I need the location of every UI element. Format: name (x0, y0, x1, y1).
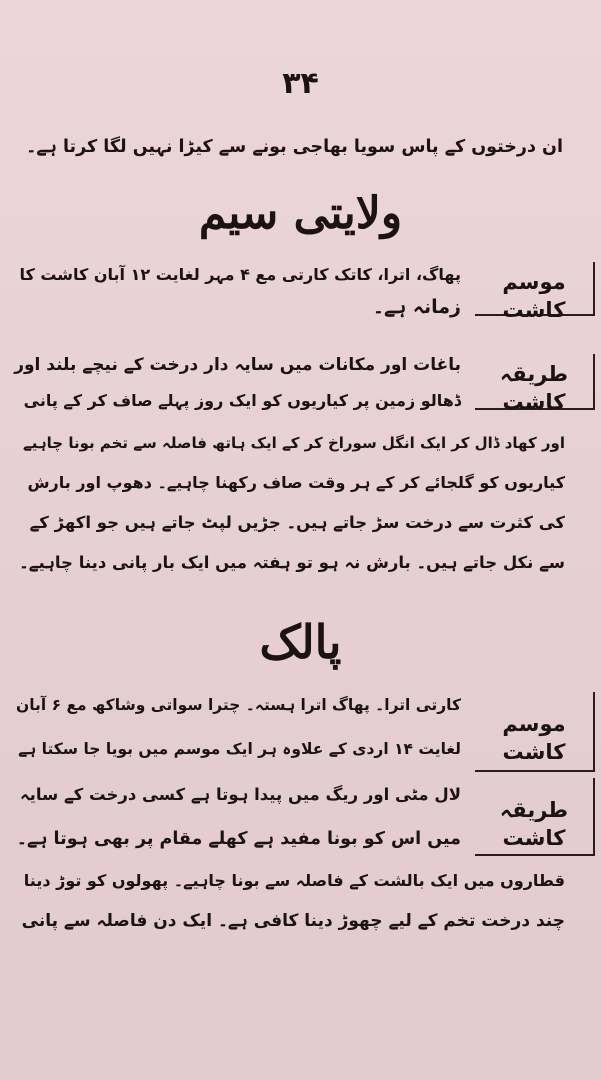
section-heading-palak: پالک (259, 615, 342, 669)
season-text-1-line-2: زمانہ ہے۔ (372, 296, 461, 318)
method-text-1-line-1: باغات اور مکانات میں سایہ دار درخت کے نیچے بلند اور (14, 355, 461, 375)
method-text-1-line-6: سے نکل جاتے ہیں۔ بارش نہ ہو تو ہفتہ میں ایک بار پانی دینا چاہیے۔ (19, 553, 565, 572)
method-text-1-line-4: کیاریوں کو گلجائے کر کے ہر وقت صاف رکھنا چاہیے۔ دھوپ اور بارش (27, 473, 565, 492)
season-text-2-line-1: کارتی اترا۔ پھاگ اترا ہستہ۔ چترا سواتی وشاکھ مع ۶ آبان (16, 696, 461, 714)
section-heading-vilayati-sem: ولایتی سیم (198, 188, 403, 239)
page-number: ۳۴ (282, 66, 319, 101)
method-label-2: طریقہ کاشت (475, 778, 595, 856)
method-text-1-line-3: اور کھاد ڈال کر ایک انگل سوراخ کر کے ایک ہاتھ فاصلہ سے تخم بونا چاہیے (22, 434, 565, 452)
method-text-2-line-4: چند درخت تخم کے لیے چھوڑ دینا کافی ہے۔ ایک دن فاصلہ سے پانی (21, 911, 565, 931)
method-label-1: طریقہ کاشت (475, 354, 595, 410)
season-text-1-line-1: پھاگ، اترا، کاتک کارتی مع ۴ مہر لغایت ۱۲ آبان کاشت کا (19, 265, 461, 284)
season-text-2-line-2: لغایت ۱۴ اردی کے علاوہ ہر ایک موسم میں بویا جا سکتا ہے (18, 740, 461, 758)
season-label-1: موسم کاشت (475, 262, 595, 316)
method-text-1-line-2: ڈھالو زمین پر کیاریوں کو ایک روز پہلے صاف کر کے پانی (23, 391, 461, 410)
method-text-2-line-3: قطاروں میں ایک بالشت کے فاصلہ سے بونا چاہیے۔ پھولوں کو توڑ دینا (23, 871, 565, 890)
method-text-2-line-2: میں اس کو بونا مفید ہے کھلے مقام پر بھی ہوتا ہے۔ (16, 829, 461, 849)
intro-line: ان درختوں کے پاس سویا بھاجی بونے سے کیڑا نہیں لگا کرتا ہے۔ (26, 137, 563, 157)
season-label-2: موسم کاشت (475, 692, 595, 772)
method-text-1-line-5: کی کثرت سے درخت سڑ جاتے ہیں۔ جڑیں لپٹ جاتے ہیں جو اکھڑ کے (29, 513, 565, 532)
method-text-2-line-1: لال مٹی اور ریگ میں پیدا ہوتا ہے کسی درخت کے سایہ (19, 785, 461, 804)
